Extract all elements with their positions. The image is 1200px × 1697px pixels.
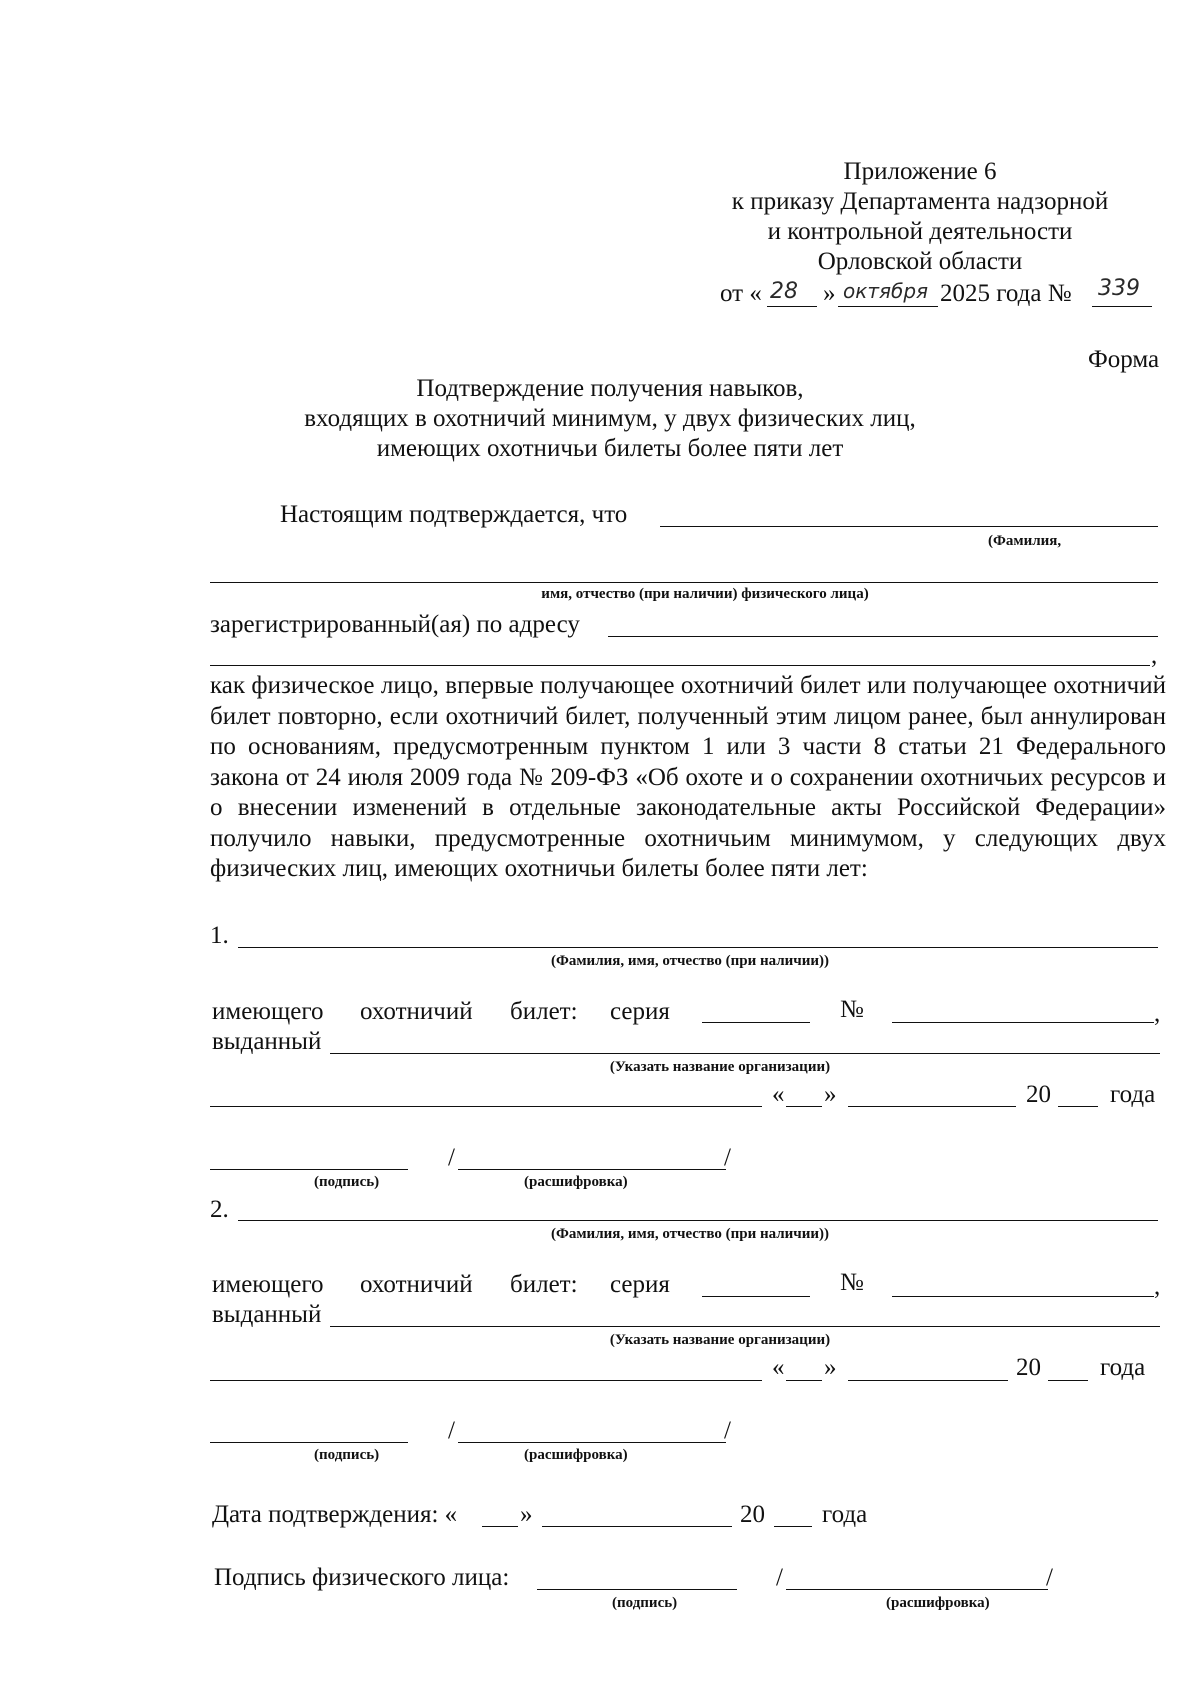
- address-field-line-1[interactable]: [608, 636, 1158, 637]
- confirm-year-prefix: 20: [740, 1501, 765, 1528]
- person-2-hint-decode: (расшифровка): [524, 1447, 628, 1463]
- person-1-series-line[interactable]: [702, 1022, 810, 1023]
- person-2-issued-line[interactable]: [330, 1326, 1160, 1327]
- confirm-year-line[interactable]: [774, 1526, 812, 1527]
- confirm-month-line[interactable]: [542, 1526, 732, 1527]
- order-year-text: 2025 года №: [940, 280, 1072, 307]
- person-2-has-ticket: имеющего: [212, 1271, 324, 1298]
- order-number-line: [1092, 306, 1152, 307]
- confirm-text: Настоящим подтверждается, что: [280, 501, 628, 528]
- person-2-issued-label: выданный: [212, 1301, 322, 1328]
- form-label: Форма: [1088, 346, 1160, 373]
- title-line-1: Подтверждение получения навыков,: [416, 375, 804, 402]
- person-1-sign-line[interactable]: [210, 1169, 408, 1170]
- person-2-has-ticket-3: билет:: [510, 1271, 578, 1298]
- order-number-handwritten: 339: [1098, 276, 1140, 301]
- person-2-hint-fio: (Фамилия, имя, отчество (при наличии)): [550, 1226, 830, 1242]
- person-1-hint-sign: (подпись): [314, 1174, 380, 1190]
- order-day-line: [767, 306, 817, 307]
- person-1-year-prefix: 20: [1026, 1081, 1051, 1108]
- person-1-decode-line[interactable]: [458, 1169, 726, 1170]
- person-1-hint-fio: (Фамилия, имя, отчество (при наличии)): [550, 953, 830, 969]
- person-1-has-ticket: имеющего: [212, 998, 324, 1025]
- order-prefix: от «: [720, 280, 762, 307]
- person-1-year-suffix: года: [1110, 1081, 1156, 1108]
- person-1-issued-line[interactable]: [330, 1053, 1160, 1054]
- person-2-has-ticket-2: охотничий: [360, 1271, 473, 1298]
- address-field-line-2[interactable]: [210, 665, 1150, 666]
- person-2-date-open: «: [772, 1354, 785, 1381]
- person-1-date-open: «: [772, 1081, 785, 1108]
- person-2-year-line[interactable]: [1048, 1380, 1088, 1381]
- person-2-org-line-2[interactable]: [210, 1380, 762, 1381]
- order-day-handwritten: 28: [770, 279, 798, 304]
- signature-hint-sign: (подпись): [612, 1595, 678, 1611]
- person-1-has-ticket-3: билет:: [510, 998, 578, 1025]
- person-1-date-close: »: [824, 1081, 837, 1108]
- person-2-hint-org: (Указать название организации): [609, 1332, 831, 1348]
- person-1-has-ticket-2: охотничий: [360, 998, 473, 1025]
- signature-line[interactable]: [537, 1589, 737, 1590]
- person-2-decode-line[interactable]: [458, 1442, 726, 1443]
- person-1-fio-line[interactable]: [238, 947, 1158, 948]
- person-2-series-line[interactable]: [702, 1296, 810, 1297]
- person-1-month-line[interactable]: [848, 1106, 1016, 1107]
- person-1-hint-decode: (расшифровка): [524, 1174, 628, 1190]
- hint-name: имя, отчество (при наличии) физического лица): [541, 586, 869, 602]
- person-2-number: 2.: [210, 1196, 229, 1223]
- appendix-line-3: и контрольной деятельности: [767, 218, 1073, 245]
- signature-decode-line[interactable]: [786, 1589, 1048, 1590]
- registered-label: зарегистрированный(ая) по адресу: [210, 611, 580, 638]
- person-1-year-line[interactable]: [1058, 1106, 1098, 1107]
- person-1-number-line[interactable]: [892, 1022, 1154, 1023]
- person-2-year-prefix: 20: [1016, 1354, 1041, 1381]
- main-paragraph: как физическое лицо, впервые получающее охотничий билет или получающее охотничий билет повторно, если охотничий билет, полученный этим лицом ранее, был аннулирован по основаниям, предусмотренным пунктом 1 или 3 части 8 статьи 21 Федерального закона от 24 июля 2009 года № 209-ФЗ «Об охоте и о сохранении охотничьих ресурсов и о внесении изменений в отдельные законодательные акты Российской Федерации» получило навыки, предусмотренные охотничьим минимумом, у следующих двух физических лиц, имеющих охотничьи билеты более пяти лет:: [210, 672, 1166, 882]
- person-2-day-line[interactable]: [786, 1380, 822, 1381]
- person-1-org-line-2[interactable]: [210, 1106, 762, 1107]
- person-1-comma: ,: [1154, 1000, 1161, 1027]
- confirm-date-label: Дата подтверждения: «: [212, 1501, 458, 1528]
- signature-slash-2: /: [1046, 1564, 1053, 1591]
- person-1-issued-label: выданный: [212, 1028, 322, 1055]
- person-1-no-label: №: [840, 996, 864, 1023]
- person-1-hint-org: (Указать название организации): [609, 1059, 831, 1075]
- confirm-year-suffix: года: [822, 1501, 868, 1528]
- person-2-series-label: серия: [610, 1271, 670, 1298]
- person-2-no-label: №: [840, 1269, 864, 1296]
- surname-field-line[interactable]: [660, 526, 1158, 527]
- order-mid: »: [823, 280, 836, 307]
- appendix-line-1: Приложение 6: [843, 158, 997, 185]
- person-2-date-close: »: [824, 1354, 837, 1381]
- confirm-day-line[interactable]: [482, 1526, 518, 1527]
- appendix-line-4: Орловской области: [817, 248, 1023, 275]
- person-2-month-line[interactable]: [848, 1380, 1008, 1381]
- signature-slash-1: /: [776, 1564, 783, 1591]
- title-line-2: входящих в охотничий минимум, у двух физических лиц,: [304, 405, 916, 432]
- person-1-number: 1.: [210, 922, 229, 949]
- name-field-line[interactable]: [210, 582, 1158, 583]
- order-month-line: [838, 306, 938, 307]
- hint-surname: (Фамилия,: [988, 533, 1062, 549]
- appendix-line-2: к приказу Департамента надзорной: [731, 188, 1109, 215]
- person-2-number-line[interactable]: [892, 1296, 1154, 1297]
- person-2-year-suffix: года: [1100, 1354, 1146, 1381]
- title-line-3: имеющих охотничьи билеты более пяти лет: [376, 435, 844, 462]
- person-2-sign-line[interactable]: [210, 1442, 408, 1443]
- signature-label: Подпись физического лица:: [214, 1564, 510, 1591]
- person-2-comma: ,: [1154, 1273, 1161, 1300]
- person-1-series-label: серия: [610, 998, 670, 1025]
- person-2-slash-1: /: [448, 1417, 455, 1444]
- signature-hint-decode: (расшифровка): [886, 1595, 990, 1611]
- person-2-hint-sign: (подпись): [314, 1447, 380, 1463]
- person-1-day-line[interactable]: [786, 1106, 822, 1107]
- person-2-slash-2: /: [724, 1417, 731, 1444]
- order-month-handwritten: октября: [843, 279, 929, 303]
- confirm-date-close: »: [520, 1501, 533, 1528]
- person-1-slash-2: /: [724, 1144, 731, 1171]
- person-2-fio-line[interactable]: [238, 1220, 1158, 1221]
- person-1-slash-1: /: [448, 1144, 455, 1171]
- address-comma: ,: [1151, 642, 1158, 669]
